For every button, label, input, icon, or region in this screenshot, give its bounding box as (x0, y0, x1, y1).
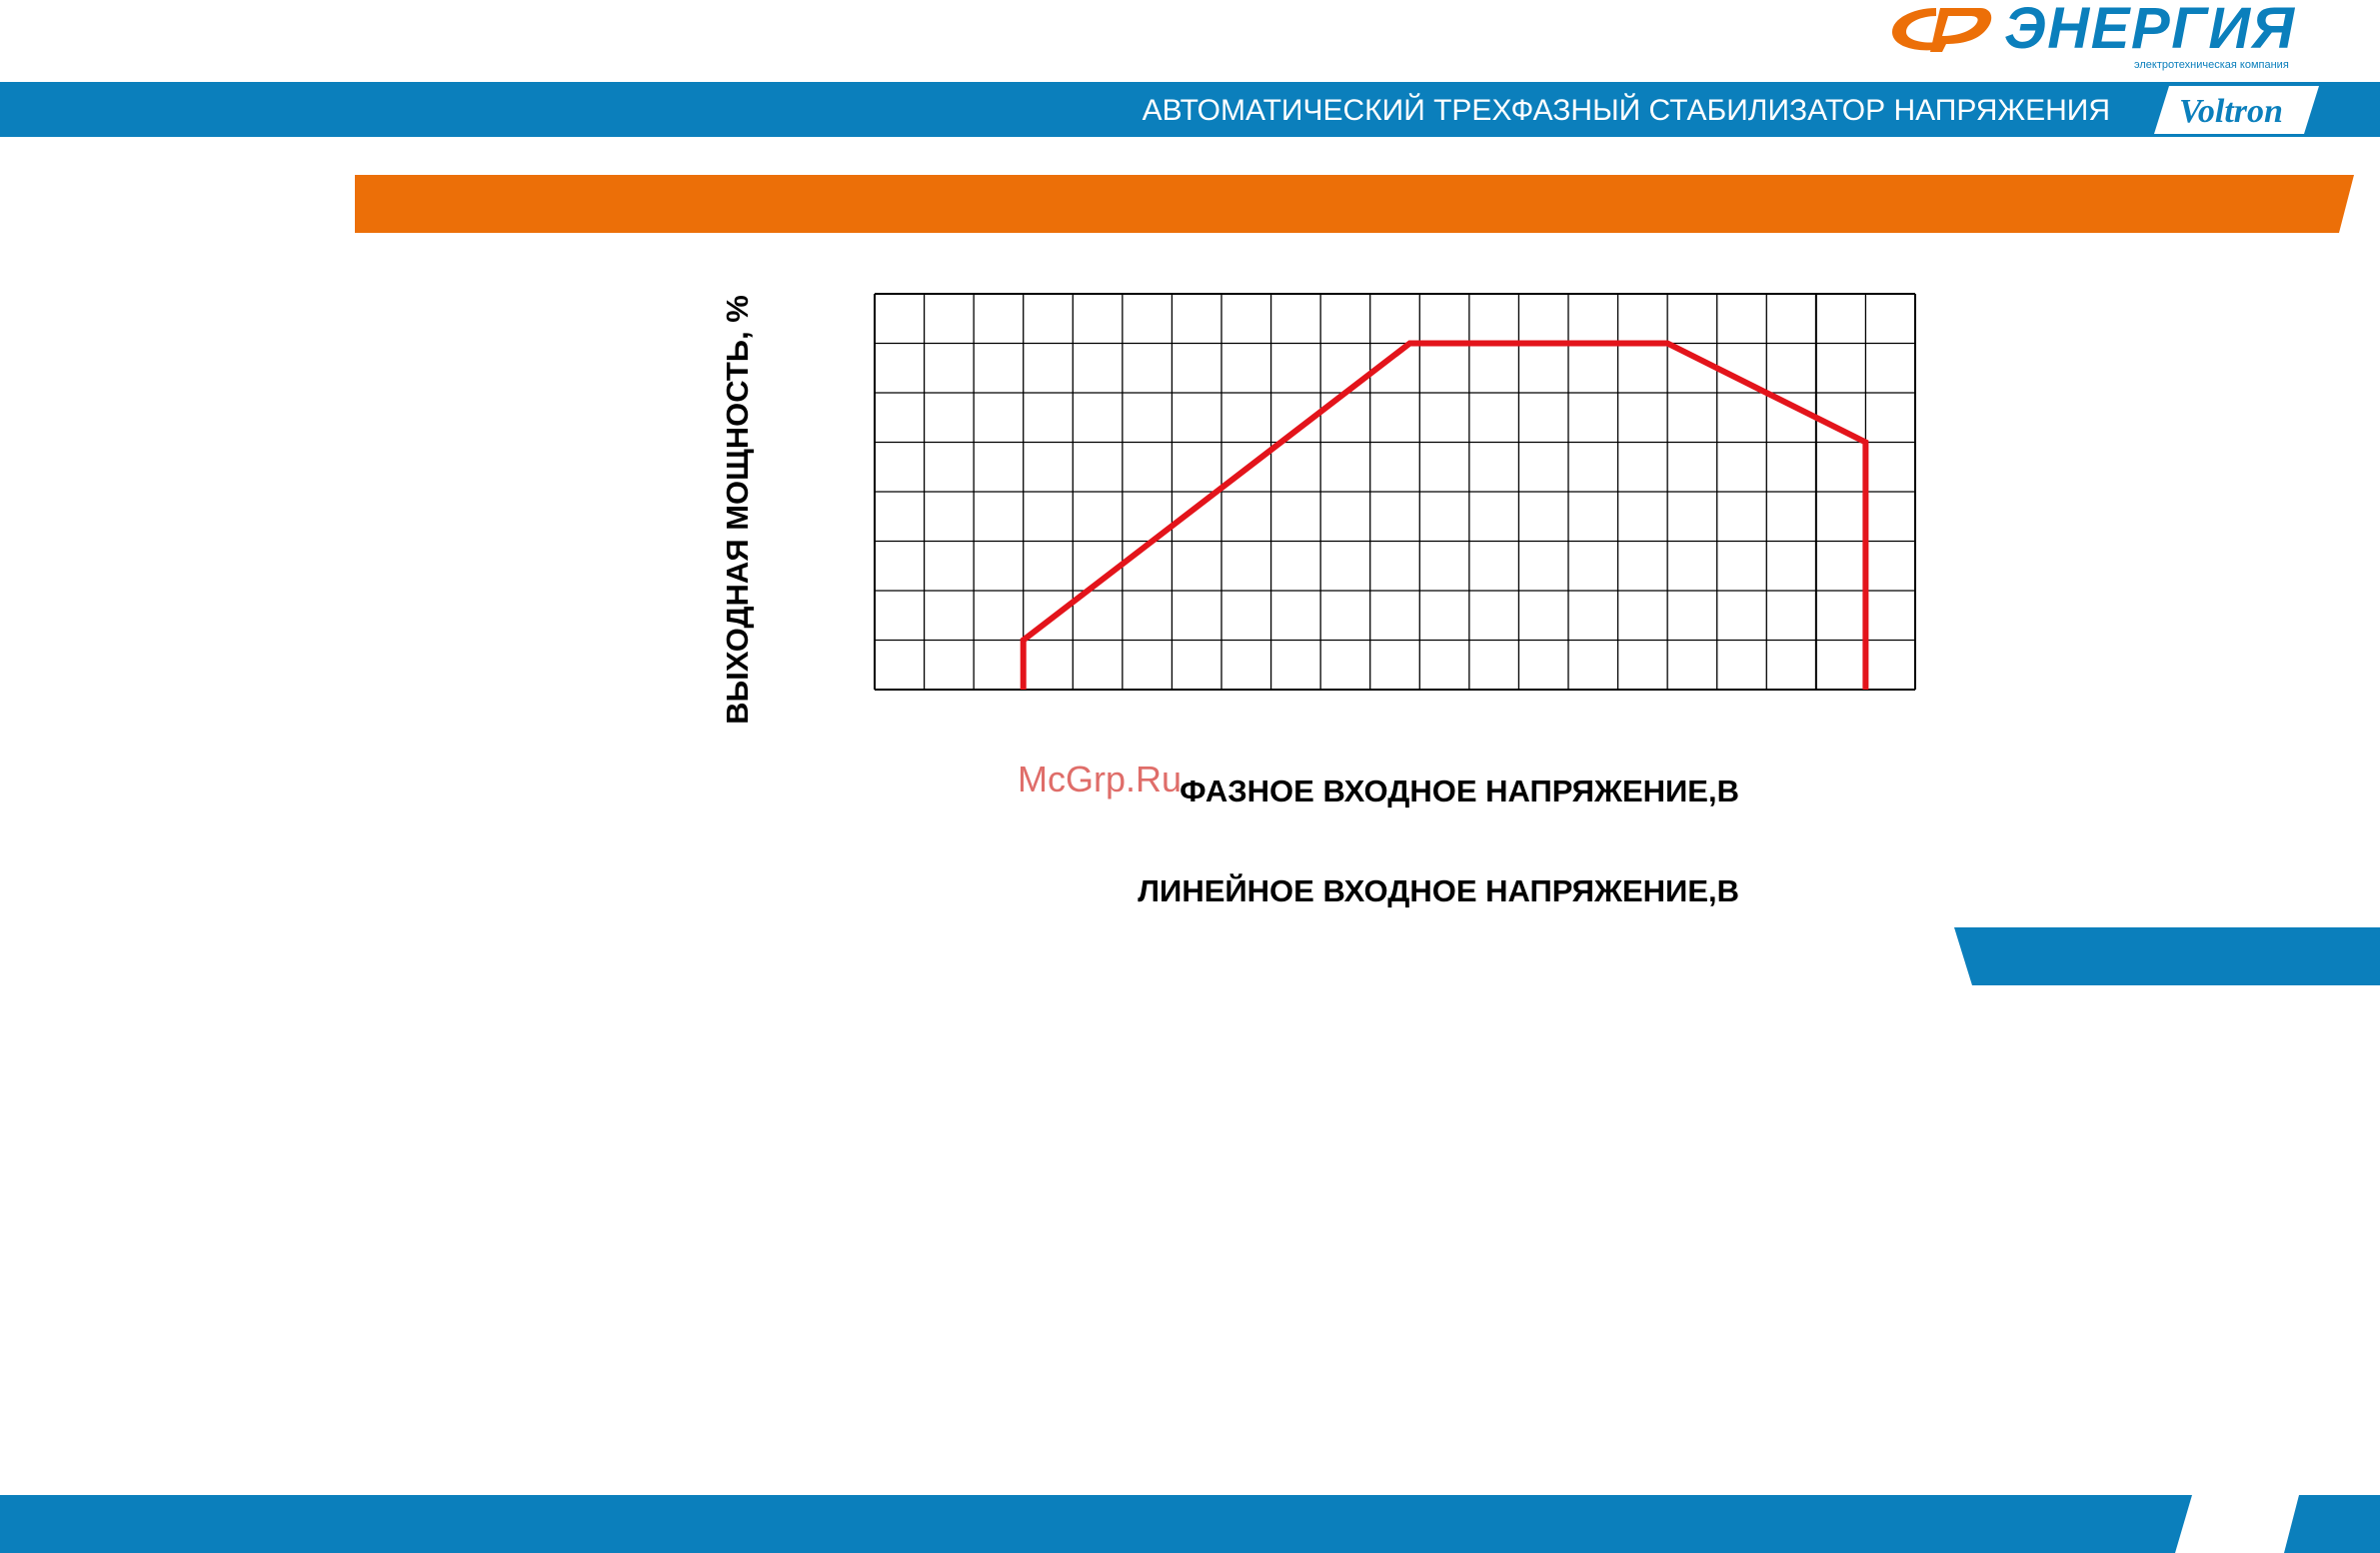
chart-series (1024, 344, 1866, 691)
brand-name: ЭНЕРГИЯ (2004, 0, 2294, 61)
y-axis-label: ВЫХОДНАЯ МОЩНОСТЬ, % (720, 295, 755, 725)
x-axis-label-line: ЛИНЕЙНОЕ ВХОДНОЕ НАПРЯЖЕНИЕ,В (1138, 873, 1739, 908)
right-accent-band (1954, 927, 2380, 985)
energia-logo (1884, 0, 2304, 74)
series-line-0 (1024, 344, 1866, 691)
header-title: АВТОМАТИЧЕСКИЙ ТРЕХФАЗНЫЙ СТАБИЛИЗАТОР НАПРЯЖЕНИЯ (1142, 94, 2110, 127)
brand-badge-text: Voltron (2179, 93, 2283, 130)
footer-band (0, 1495, 2380, 1553)
brand-badge (2139, 82, 2319, 137)
output-power-chart (700, 240, 1999, 919)
orange-band (355, 175, 2354, 233)
watermark: McGrp.Ru (1017, 759, 1183, 799)
energia-logo-mark-icon (1892, 8, 1991, 52)
brand-tagline: электротехническая компания (2134, 59, 2289, 71)
x-axis-label-phase: ФАЗНОЕ ВХОДНОЕ НАПРЯЖЕНИЕ,В (1180, 774, 1739, 808)
